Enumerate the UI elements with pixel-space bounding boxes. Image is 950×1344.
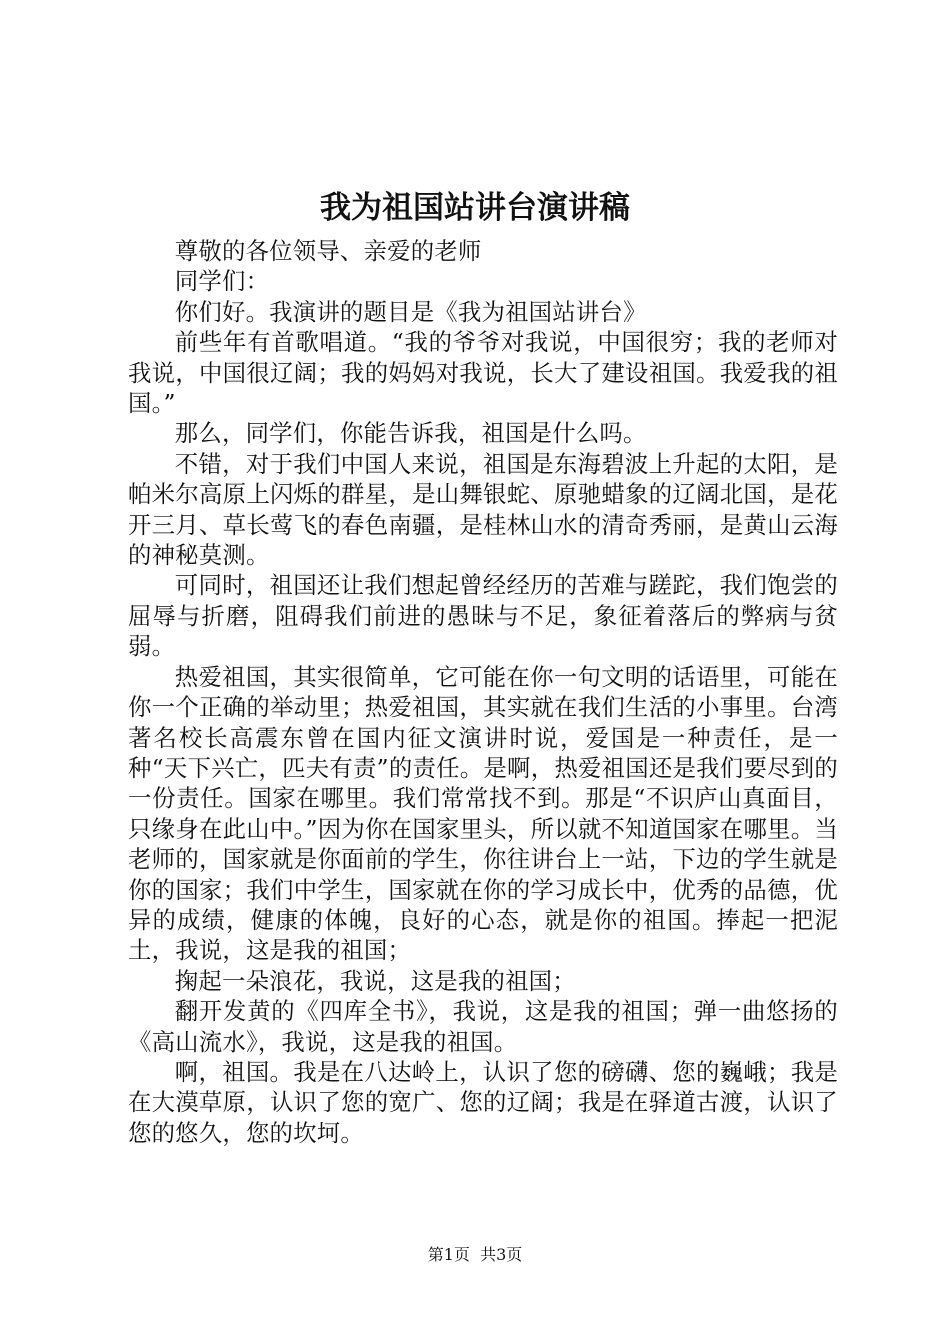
paragraph-wave: 掬起一朵浪花，我说，这是我的祖国； bbox=[174, 966, 576, 995]
paragraph-students: 同学们： bbox=[174, 267, 270, 296]
page-total: 共3页 bbox=[480, 1245, 523, 1264]
paragraph-scenery: 不错，对于我们中国人来说，祖国是东海碧波上升起的太阳，是帕米尔高原上闪烁的群星，是山舞银蛇、原驰蜡象的辽阔北国，是花开三月、草长莺飞的春色南疆，是桂林山水的清奇秀丽，是黄山云海的神秘莫测。 bbox=[128, 449, 838, 570]
paragraph-song: 前些年有首歌唱道。“我的爷爷对我说，中国很穷；我的老师对我说，中国很辽阔；我的妈妈对我说，长大了建设祖国。我爱我的祖国。” bbox=[128, 328, 838, 418]
paragraph-question: 那么，同学们，你能告诉我，祖国是什么吗。 bbox=[174, 419, 647, 448]
document-body bbox=[128, 236, 838, 1148]
paragraph-hardship: 可同时，祖国还让我们想起曾经经历的苦难与蹉跎，我们饱尝的屈辱与折磨，阻碍我们前进的愚昧与不足，象征着落后的弊病与贫弱。 bbox=[128, 571, 838, 661]
paragraph-ode: 啊，祖国。我是在八达岭上，认识了您的磅礴、您的巍峨；我是在大漠草原，认识了您的宽广、您的辽阔；我是在驿道古渡，认识了您的悠久，您的坎坷。 bbox=[128, 1057, 838, 1147]
page-footer bbox=[0, 1243, 950, 1267]
document-title: 我为祖国站讲台演讲稿 bbox=[320, 190, 630, 226]
paragraph-love-country: 热爱祖国，其实很简单，它可能在你一句文明的话语里，可能在你一个正确的举动里；热爱祖国，其实就在我们生活的小事里。台湾著名校长高震东曾在国内征文演讲时说，爱国是一种责任，是一种“天下兴亡，匹夫有责”的责任。是啊，热爱祖国还是我们要尽到的一份责任。国家在哪里。我们常常找不到。那是“不识庐山真面目，只缘身在此山中。”因为你在国家里头，所以就不知道国家在哪里。当老师的，国家就是你面前的学生，你往讲台上一站，下边的学生就是你的国家；我们中学生，国家就在你的学习成长中，优秀的品德，优异的成绩，健康的体魄，良好的心态，就是你的祖国。捧起一把泥土，我说，这是我的祖国； bbox=[128, 662, 838, 965]
page-number: 第1页 bbox=[427, 1245, 470, 1264]
paragraph-books: 翻开发黄的《四库全书》，我说，这是我的祖国；弹一曲悠扬的《高山流水》，我说，这是我的祖国。 bbox=[128, 997, 838, 1056]
paragraph-greeting: 尊敬的各位领导、亲爱的老师 bbox=[174, 237, 482, 265]
paragraph-topic: 你们好。我演讲的题目是《我为祖国站讲台》 bbox=[174, 297, 647, 326]
